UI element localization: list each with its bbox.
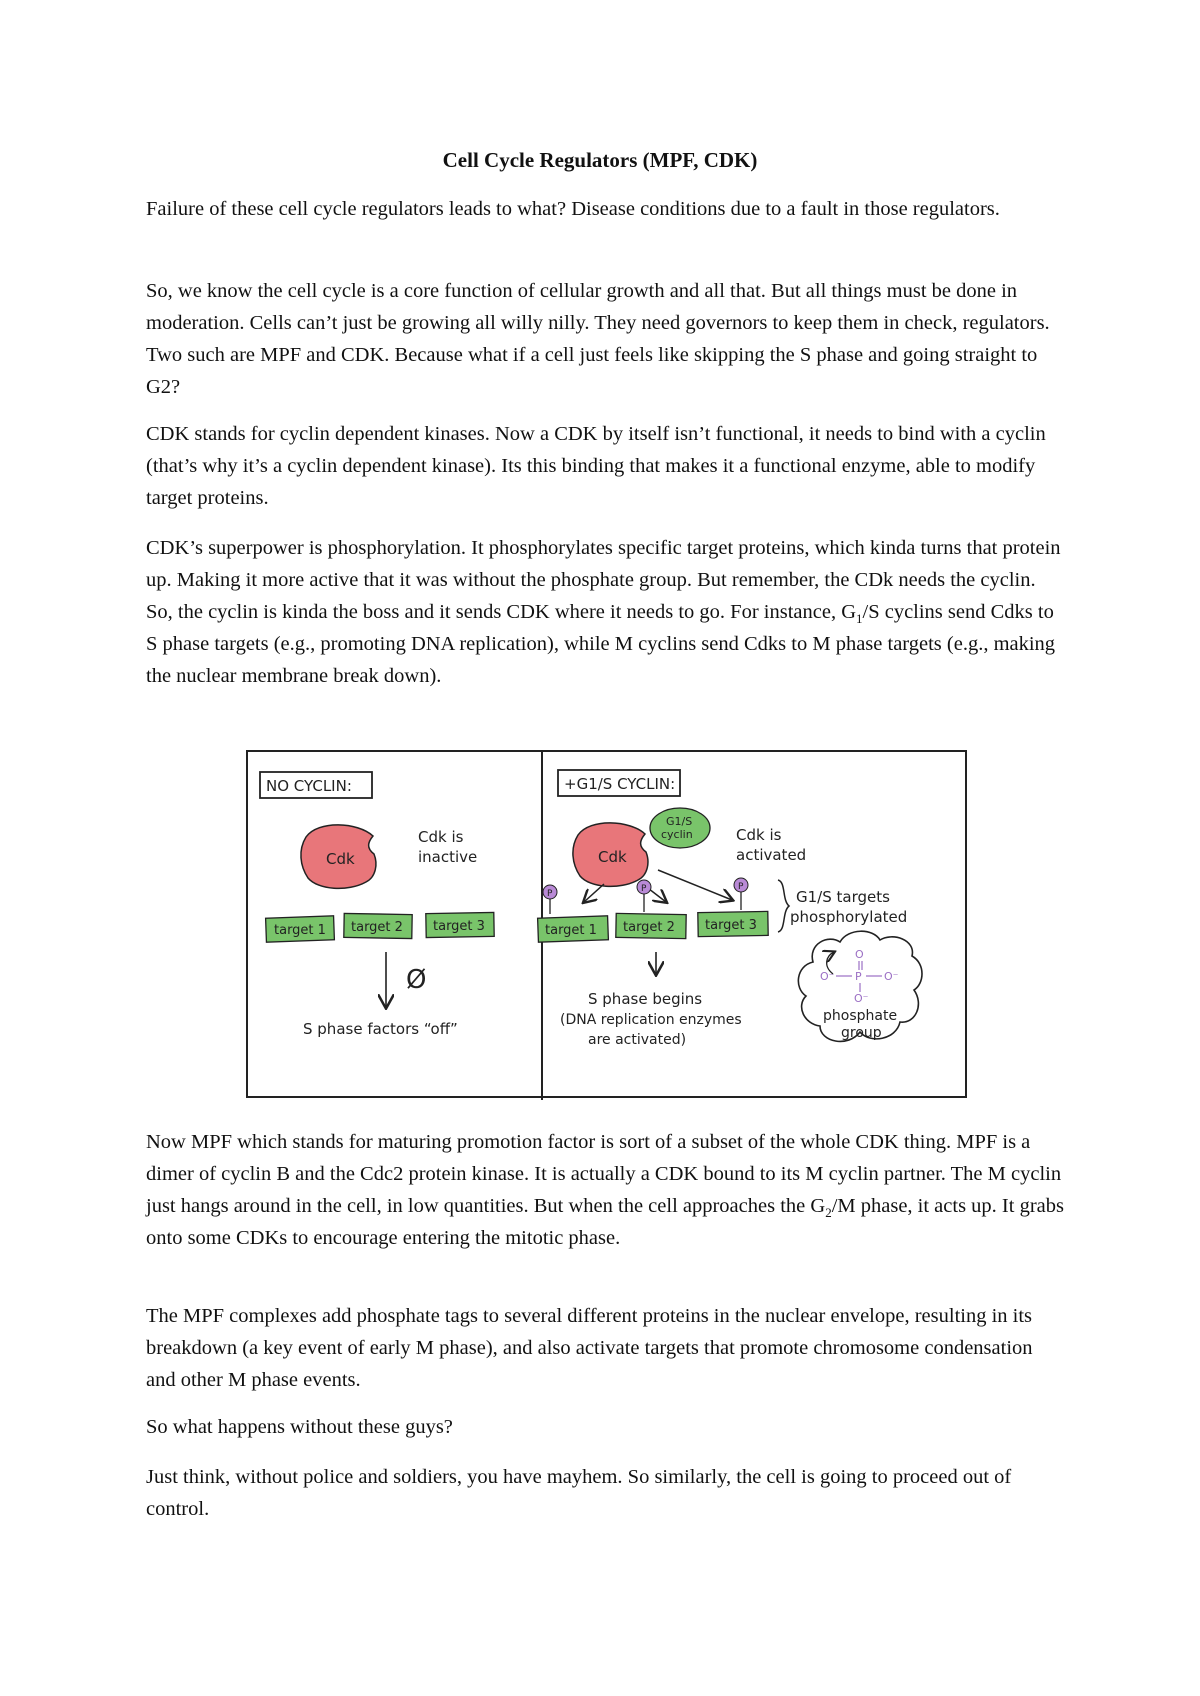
phosphate-mark-3: P [738, 882, 744, 892]
cdk-inactive-line1: Cdk is [418, 828, 464, 846]
p4-subscript: 1 [856, 611, 863, 627]
paragraph-question: So what happens without these guys? [146, 1416, 453, 1438]
paragraph-cdk-definition: CDK stands for cyclin dependent kinases. Now a CDK by itself isn’t functional, it needs to bind with a cyclin (that’s why it’s a cyclin dependent kinase). Its this binding that makes it a functional enzyme, able to modify target proteins. [146, 423, 1046, 509]
paragraph-mpf-complexes: The MPF complexes add phosphate tags to several different proteins in the nuclear envelope, resulting in its breakdown (a key event of early M phase), and also activate targets that promote chromosome condensation and other M phase events. [146, 1305, 1033, 1391]
s-phase-begins-line2: (DNA replication enzymes [560, 1012, 742, 1028]
p4-text-b: /S cyclins send Cdks to S phase targets (e.g., promoting DNA replication), while M cyclins send Cdks to M phase targets (e.g., making the nuclear membrane break down). [146, 601, 1056, 687]
cdk-activated-line2: activated [736, 846, 807, 864]
cdk-label-right: Cdk [598, 848, 627, 866]
target-3-left-label: target 3 [433, 919, 485, 934]
phosphate-group-line2: group [841, 1025, 882, 1041]
targets-brace [778, 880, 789, 932]
phosphate-mark-2: P [641, 884, 647, 894]
gs-cyclin-text-line2: cyclin [661, 828, 693, 841]
cdk-activated-line1: Cdk is [736, 826, 782, 844]
targets-note-line1: G1/S targets [796, 888, 890, 906]
cdk-label-left: Cdk [326, 850, 355, 868]
diagram-svg [248, 752, 969, 1100]
chem-o-right: O⁻ [884, 970, 899, 983]
paragraph-failure: Failure of these cell cycle regulators leads to what? Disease conditions due to a fault in those regulators. [146, 198, 1000, 220]
chem-o-left: O⁻ [820, 970, 835, 983]
target-2-left-label: target 2 [351, 920, 403, 935]
paragraph-conclusion: Just think, without police and soldiers, you have mayhem. So similarly, the cell is going to proceed out of control. [146, 1466, 1012, 1520]
targets-note-line2: phosphorylated [790, 908, 908, 926]
p4-text-a: CDK’s superpower is phosphorylation. It phosphorylates specific target proteins, which kinda turns that protein up. Making it more active that it was without the phosphate group. But remember, the CDk needs the cyclin. So, the cyclin is kinda the boss and it sends CDK where it needs to go. For instance, G [146, 537, 1061, 623]
phosphate-mark-1: P [547, 889, 553, 899]
cdk-cyclin-diagram [246, 750, 967, 1098]
s-phase-begins-line1: S phase begins [588, 990, 703, 1008]
gs-cyclin-text-line1: G1/S [666, 815, 693, 828]
target-3-right-label: target 3 [705, 918, 757, 933]
document-title: Cell Cycle Regulators (MPF, CDK) [442, 148, 758, 172]
no-cyclin-label: NO CYCLIN: [266, 777, 352, 795]
paragraph-mpf [146, 1126, 1066, 1254]
chem-o-bottom: O⁻ [854, 992, 869, 1005]
phosphate-group-line1: phosphate [823, 1008, 898, 1024]
target-1-right-label: target 1 [545, 923, 597, 938]
p5-text-a: Now MPF which stands for maturing promotion factor is sort of a subset of the whole CDK thing. MPF is a dimer of cyclin B and the Cdc2 protein kinase. It is actually a CDK bound to its M cyclin partner. The M cyclin just hangs around in the cell, in low quantities. But when the cell approaches the G [146, 1131, 1062, 1217]
right-panel [538, 770, 922, 1048]
p5-text-b: /M phase, it acts up. It grabs onto some CDKs to encourage entering the mitotic phase. [146, 1195, 1064, 1249]
target-2-right-label: target 2 [623, 920, 675, 935]
arrow-to-target-3 [658, 870, 732, 900]
left-panel [260, 772, 494, 1038]
chem-o-top: O [855, 948, 864, 961]
gs-cyclin-label: +G1/S CYCLIN: [564, 775, 676, 793]
s-phase-begins-line3: are activated) [588, 1032, 687, 1048]
chem-p: P [855, 970, 862, 983]
p5-subscript: 2 [825, 1205, 832, 1221]
cdk-inactive-line2: inactive [418, 848, 478, 866]
paragraph-phosphorylation [146, 532, 1066, 692]
target-1-left-label: target 1 [274, 923, 326, 938]
paragraph-moderation: So, we know the cell cycle is a core function of cellular growth and all that. But all things must be done in moderation. Cells can’t just be growing all willy nilly. They need governors to keep them in check, regulators. Two such are MPF and CDK. Because what if a cell just feels like skipping the S phase and going straight to G2? [146, 280, 1050, 398]
null-symbol: Ø [406, 965, 427, 995]
s-phase-off-text: S phase factors “off” [303, 1020, 458, 1038]
arrow-to-target-1 [584, 884, 604, 902]
